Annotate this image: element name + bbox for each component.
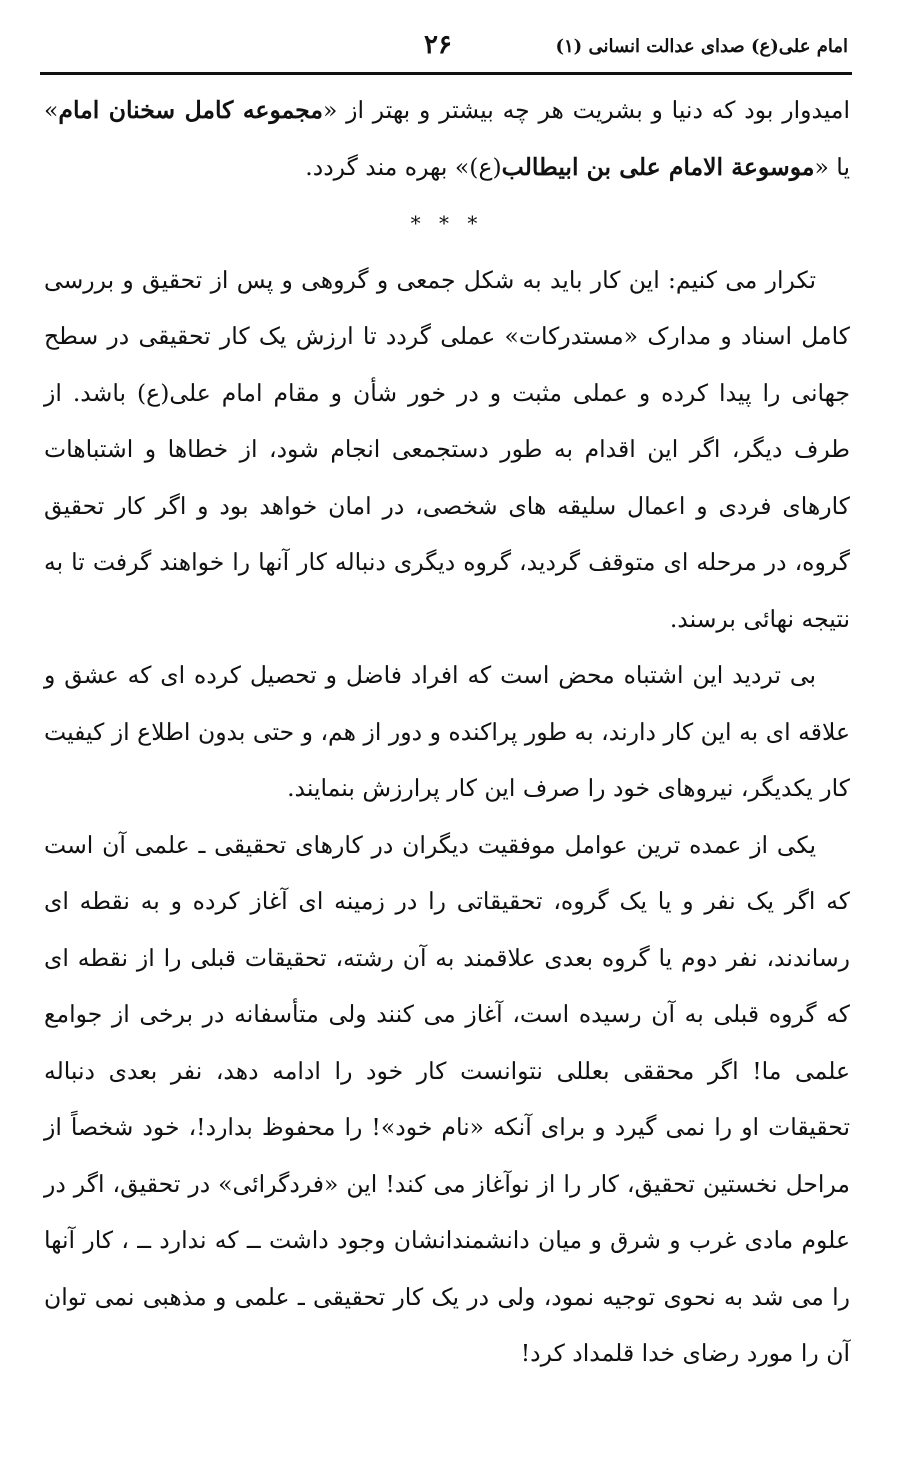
paragraph-1-part-2: » یا «: [44, 96, 850, 181]
page-header: [40, 28, 852, 68]
paragraph-4: یکی از عمده ترین عوامل موفقیت دیگران در کارهای تحقیقی ـ علمی آن است که اگر یک نفر و یا یک گروه، تحقیقاتی را در زمینه ای آغاز کرده و به نقطه ای رساندند، نفر دوم یا گروه بعدی علاقمند به آن رشته، تحقیقات قبلی را از نقطه ای که گروه قبلی به آن رسیده است، آغاز می کنند ولی متأسفانه در برخی از جوامع علمی ما! اگر محققی بعللی نتوانست کار خود را ادامه دهد، نفر بعدی دنباله تحقیقات او را نمی گیرد و برای آنکه «نام خود»! را محفوظ بدارد!، خود شخصاً از مراحل نخستین تحقیق، کار را از نوآغاز می کند! این «فردگرائی» در تحقیق، اگر در علوم مادی غرب و شرق و میان دانشمندانشان وجود داشت ــ که ندارد ــ ، کار آنها را می شد به نحوی توجیه نمود، ولی در یک کار تحقیقی ـ علمی و مذهبی نمی توان آن را مورد رضای خدا قلمداد کرد!: [44, 830, 850, 1367]
paragraph-1-bold-title-2: موسوعة الامام علی بن ابیطالب: [501, 152, 815, 181]
header-rule: [40, 72, 852, 75]
paragraph-1-bold-title-1: مجموعه کامل سخنان امام: [58, 96, 323, 124]
section-separator: * * *: [410, 211, 484, 235]
body-text: [44, 82, 850, 1382]
paragraph-3: بی تردید این اشتباه محض است که افراد فاضل و تحصیل کرده ای که عشق و علاقه ای به این کار دارند، به طور پراکنده و دور از هم، و حتی بدون اطلاع از کیفیت کار یکدیگر، نیروهای خود را صرف این کار پرارزش بنمایند.: [44, 661, 850, 802]
paragraph-1-part-1: امیدوار بود که دنیا و بشریت هر چه بیشتر و بهتر از «: [322, 96, 850, 124]
paragraph-1-part-3: (ع)» بهره مند گردد.: [305, 152, 502, 181]
running-title: امام علی(ع) صدای عدالت انسانی (۱): [555, 36, 848, 57]
page-number: ۲۶: [424, 30, 452, 60]
book-page: [40, 0, 852, 1479]
paragraph-2: تکرار می کنیم: این کار باید به شکل جمعی و گروهی و پس از تحقیق و بررسی کامل اسناد و مدارک «مستدرکات» عملی گردد تا ارزش یک کار تحقیقی در سطح جهانی را پیدا کرده و عملی مثبت و در خور شأن و مقام امام علی(ع) باشد. از طرف دیگر، اگر این اقدام به طور دستجمعی انجام شود، از خطاها و اشتباهات کارهای فردی و اعمال سلیقه های شخصی، در امان خواهد بود و اگر کار تحقیق گروه، در مرحله ای متوقف گردید، گروه دیگری دنباله کار آنها را خواهند گرفت تا به نتیجه نهائی برسند.: [44, 265, 850, 633]
paragraph-1: [44, 82, 850, 195]
